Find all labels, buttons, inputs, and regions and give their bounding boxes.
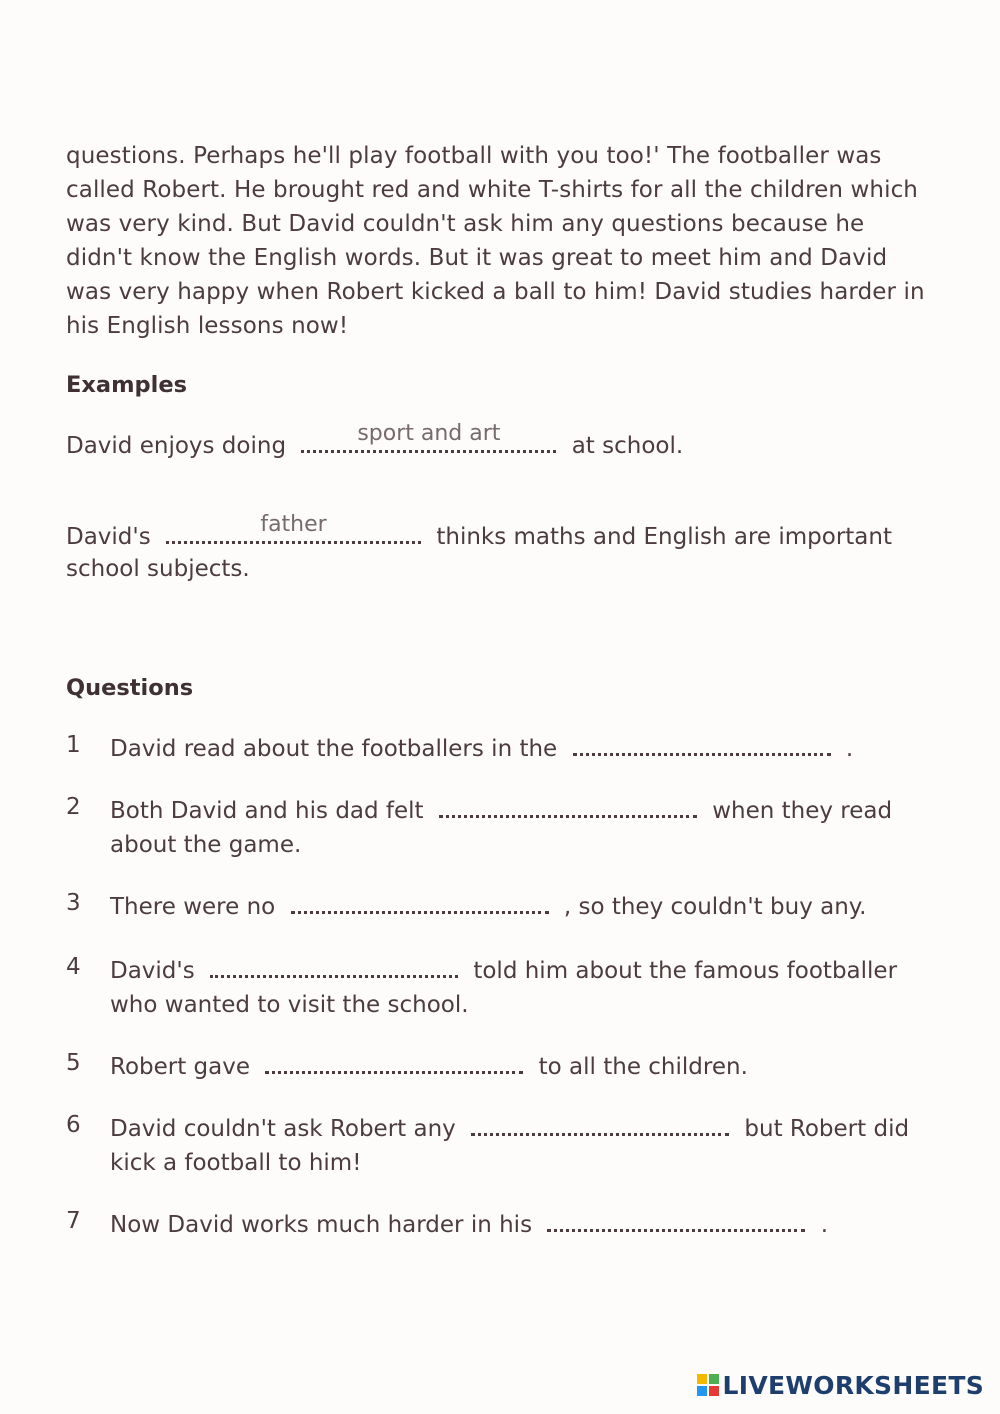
answer-blank[interactable]	[210, 955, 458, 978]
question-number: 5	[66, 1050, 81, 1076]
answer-blank[interactable]	[471, 1113, 729, 1136]
example-answer-blank	[301, 421, 556, 453]
question-text: There were no	[110, 894, 276, 920]
question-text-after: .	[845, 736, 854, 762]
answer-blank[interactable]	[439, 795, 697, 818]
question-text-after: .	[820, 1212, 828, 1238]
answer-blank[interactable]	[547, 1209, 805, 1232]
example-answer: sport and art	[357, 421, 501, 446]
question-text-line2: who wanted to visit the school.	[110, 992, 469, 1018]
question-text-after: told him about the famous footballer	[473, 958, 898, 984]
question-text: Robert gave	[110, 1054, 251, 1080]
question-text-after: when they read	[712, 798, 893, 824]
example-text-after: at school.	[571, 433, 684, 459]
reading-passage	[66, 139, 946, 343]
example-answer: father	[260, 512, 327, 537]
question-text: David couldn't ask Robert any	[110, 1116, 456, 1142]
answer-blank[interactable]	[573, 733, 831, 756]
question-number: 1	[66, 732, 81, 758]
question-text-line2: about the game.	[110, 832, 302, 858]
answer-blank[interactable]	[265, 1051, 523, 1074]
example-2	[66, 512, 892, 550]
question-text: Now David works much harder in his	[110, 1212, 533, 1238]
example-answer-blank	[166, 512, 421, 544]
passage-line: was very happy when Robert kicked a ball to him! David studies harder in	[66, 279, 925, 305]
example-text-before: David's	[66, 524, 151, 550]
example-text-after: thinks maths and English are important	[436, 524, 892, 550]
question-text-after: , so they couldn't buy any.	[563, 894, 867, 920]
question-number: 2	[66, 794, 81, 820]
passage-line: questions. Perhaps he'll play football with you too!' The footballer was	[66, 143, 882, 169]
liveworksheets-logo[interactable]	[697, 1370, 984, 1400]
question-number: 7	[66, 1208, 81, 1234]
question-number: 3	[66, 890, 81, 916]
questions-heading: Questions	[66, 675, 194, 701]
question-text: David read about the footballers in the	[110, 736, 558, 762]
example-text-before: David enjoys doing	[66, 433, 287, 459]
question-text: Both David and his dad felt	[110, 798, 424, 824]
passage-line: called Robert. He brought red and white T-shirts for all the children which	[66, 177, 918, 203]
question-text: David's	[110, 958, 195, 984]
example-2-line2: school subjects.	[66, 556, 250, 582]
question-text-line2: kick a football to him!	[110, 1150, 362, 1176]
passage-line: didn't know the English words. But it was great to meet him and David	[66, 245, 888, 271]
answer-blank[interactable]	[291, 891, 549, 914]
question-text-after: to all the children.	[538, 1054, 748, 1080]
passage-line: was very kind. But David couldn't ask him any questions because he	[66, 211, 865, 237]
question-number: 4	[66, 954, 81, 980]
passage-line: his English lessons now!	[66, 313, 349, 339]
examples-heading: Examples	[66, 372, 187, 398]
question-number: 6	[66, 1112, 81, 1138]
example-1	[66, 421, 684, 459]
question-text-after: but Robert did	[744, 1116, 910, 1142]
liveworksheets-logo-text: LIVEWORKSHEETS	[722, 1370, 984, 1400]
liveworksheets-logo-icon	[697, 1374, 719, 1396]
